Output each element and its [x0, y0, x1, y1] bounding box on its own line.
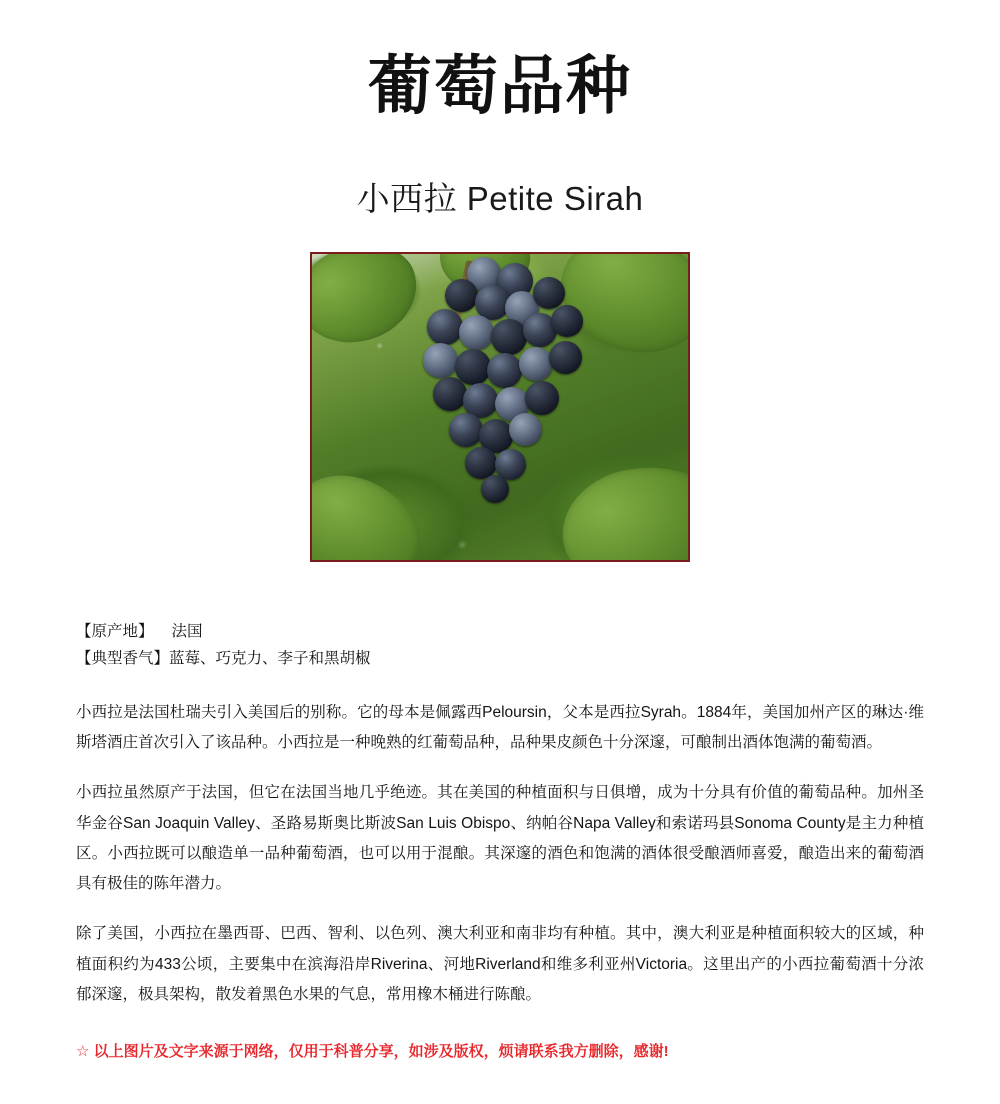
- grape-photo-frame: [310, 252, 690, 562]
- fact-row-aroma: [76, 645, 1000, 672]
- fact-value-origin: 法国: [171, 622, 203, 640]
- grape-cluster: [405, 257, 595, 507]
- fact-value-aroma: 蓝莓、巧克力、李子和黑胡椒: [169, 649, 371, 667]
- variety-subtitle: 小西拉 Petite Sirah: [356, 179, 644, 217]
- paragraph-3: 除了美国，小西拉在墨西哥、巴西、智利、以色列、澳大利亚和南非均有种植。其中，澳大利亚是种植面积较大的区域，种植面积约为433公顷，主要集中在滨海沿岸Riverina、河地Riverland和维多利亚州Victoria。这里出产的小西拉葡萄酒十分浓郁深邃，极具架构，散发着黑色水果的气息，常用橡木桶进行陈酿。: [76, 925, 924, 1003]
- fact-label-origin: 【原产地】: [76, 622, 154, 640]
- paragraph-1: 小西拉是法国杜瑞夫引入美国后的别称。它的母本是佩露西Peloursin，父本是西拉Syrah。1884年，美国加州产区的琳达·维斯塔酒庄首次引入了该品种。小西拉是一种晚熟的红葡萄品种，品种果皮颜色十分深邃，可酿制出酒体饱满的葡萄酒。: [76, 704, 924, 752]
- article-body: [76, 698, 924, 1010]
- fact-label-aroma: 【典型香气】: [76, 649, 170, 667]
- page-title: 葡萄品种: [368, 50, 632, 122]
- fact-list: [76, 618, 1000, 672]
- copyright-disclaimer: ☆ 以上图片及文字来源于网络，仅用于科普分享，如涉及版权，烦请联系我方删除，感谢!: [76, 1043, 669, 1061]
- paragraph-2: 小西拉虽然原产于法国，但它在法国当地几乎绝迹。其在美国的种植面积与日俱增，成为十分具有价值的葡萄品种。加州圣华金谷San Joaquin Valley、圣路易斯奥比斯波San Luis Obispo、纳帕谷Napa Valley和索诺玛县Sonoma County是主力种植区。小西拉既可以酿造单一品种葡萄酒，也可以用于混酿。其深邃的酒色和饱满的酒体很受酿酒师喜爱，酿造出来的葡萄酒具有极佳的陈年潜力。: [76, 784, 924, 893]
- grape-photo-container: [0, 252, 1000, 562]
- fact-row-origin: [76, 618, 1000, 645]
